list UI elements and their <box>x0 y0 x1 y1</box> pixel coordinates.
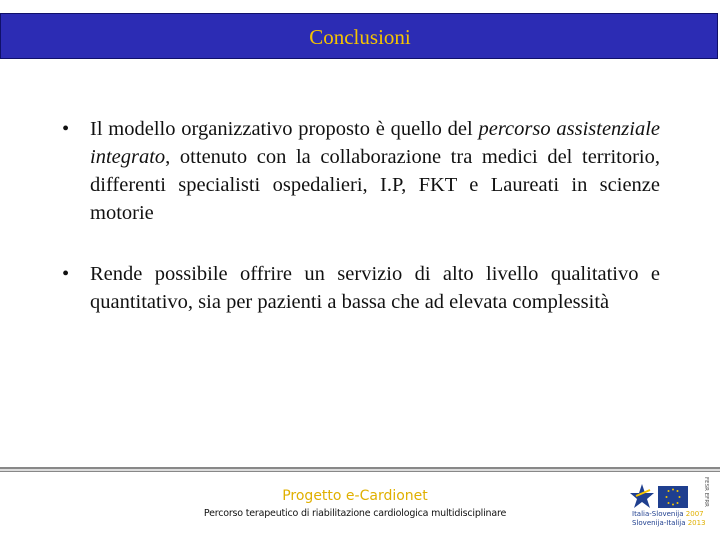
bullet-text: Rende possibile offrire un servizio di alto livello qualitativo e quantitativo, sia per pazienti a bassa che ad elevata complessità <box>90 263 660 313</box>
footer-subtitle: Percorso terapeutico di riabilitazione cardiologica multidisciplinare <box>203 508 507 519</box>
slide-title: Conclusioni <box>309 25 411 49</box>
eu-flag-icon <box>658 486 688 508</box>
star-mark-icon <box>630 484 654 508</box>
bullet-marker: • <box>62 263 70 285</box>
bullet-text-part2: , ottenuto con la collaborazione tra medici del territorio, differenti specialisti ospedalieri, I.P, FKT e Laureati in scienze motorie <box>90 146 660 224</box>
logo-year-2: 2013 <box>687 519 706 527</box>
bullet-item-1 <box>62 115 660 227</box>
footer-project-name: Progetto e-Cardionet <box>282 488 428 504</box>
footer-divider <box>0 467 720 472</box>
logo-line-2-text: Slovenija-Italija <box>632 519 686 527</box>
logo-side-text: FESR EFRR <box>703 477 709 507</box>
bullet-item-2 <box>62 260 660 316</box>
logo-line-1 <box>632 510 712 518</box>
title-bar <box>0 13 718 59</box>
logo-line-1-text: Italia-Slovenija <box>632 510 684 518</box>
bullet-list <box>62 115 660 349</box>
bullet-text-emphasis: percorso assistenziale integrato <box>90 118 661 168</box>
bullet-marker: • <box>62 118 70 140</box>
bullet-text-part1: Il modello organizzativo proposto è quello del <box>90 118 479 140</box>
logo-year-1: 2007 <box>685 510 704 518</box>
logo-line-2 <box>632 519 712 527</box>
